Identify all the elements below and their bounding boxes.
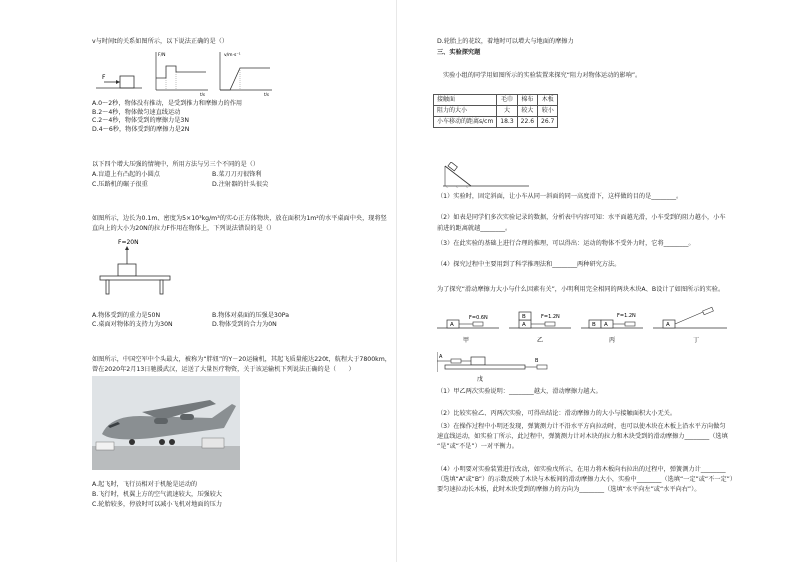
q5-sub4: （4）探究过程中主要用到了科学推理法和________两种研究方法。 xyxy=(437,261,621,268)
q4-option-a: A.起飞时，飞行员相对于机舱是运动的 xyxy=(92,481,198,488)
table-leg-right xyxy=(160,280,163,294)
q5-intro: 实验小组的同学用如图所示的实验装置来探究“阻力对物体运动的影响”。 xyxy=(443,72,642,79)
q3-line1: 如图所示，边长为0.1m、密度为5×10³kg/m³的实心正方体物块，放在面积为1m²的水平桌面中央，现将竖 xyxy=(92,215,387,222)
q3-option-b: B.物体对桌面的压强是30Pa xyxy=(212,312,290,319)
q4-line1: 如图所示，中国空军中个头最大，被称为“胖妞”的Y－20运输机，其起飞质量能达220t，航程大于7800km， xyxy=(92,356,391,363)
q6-sub3b: 速直线运动，如实验丁所示，此过程中，弹簧测力计对木块的拉力和木块受到的滑动摩擦力________（选填 xyxy=(437,433,728,440)
q5-sub3: （3）在此实验的基础上进行合理的推理，可以得出：运动的物体不受外力时，它将________。 xyxy=(437,240,695,247)
block xyxy=(120,76,134,88)
q2-stem: 以下四个增大压强的情境中，所用方法与另三个不同的是（） xyxy=(92,161,260,168)
svg-text:A: A xyxy=(439,354,443,360)
q2-option-c: C.压路机的碾子很重 xyxy=(92,181,148,188)
svg-text:t/s: t/s xyxy=(264,92,269,96)
svg-text:F=1.2N: F=1.2N xyxy=(617,313,636,319)
svg-text:戊: 戊 xyxy=(477,376,484,383)
q6-sub4b: （选填“A”或“B”）的示数反映了木块与木板间的滑动摩擦力大小，实验中________（选填“一定”或“不一定”） xyxy=(437,476,737,483)
force-time-graph xyxy=(156,52,208,96)
table-row: 阻力的大小 大 较大 较小 xyxy=(434,106,558,117)
q6-sub1: （1）甲乙两次实验说明：________越大，滑动摩擦力越大。 xyxy=(437,388,602,395)
q1-option-a: A.0～2秒，物体没有推动，是受到推力和摩擦力的作用 xyxy=(92,100,243,107)
svg-text:A: A xyxy=(450,322,454,328)
right-page xyxy=(397,0,794,562)
svg-text:B: B xyxy=(522,314,526,320)
table-row: 小车移动的距离s/cm 18.3 22.6 26.7 xyxy=(434,117,558,128)
table-row: 接触面 毛巾 棉布 木板 xyxy=(434,95,558,106)
q5-data-table xyxy=(433,94,558,128)
q3-figure xyxy=(96,236,186,296)
q6-sub2: （2）比较实验乙、丙两次实验，可得出结论：滑动摩擦力的大小与接触面积大小无关。 xyxy=(437,410,677,417)
q4-option-d: D.轮胎上的花纹，着地时可以增大与地面的摩擦力 xyxy=(437,38,574,45)
q4-option-c: C.轮胎较多，停放时可以减小飞机对地面的压力 xyxy=(92,501,223,508)
q2-option-d: D.注射器的针头很尖 xyxy=(212,181,269,188)
transport-plane-photo xyxy=(92,376,240,470)
q1-options xyxy=(92,100,242,134)
svg-text:F=1.2N: F=1.2N xyxy=(541,314,560,320)
velocity-time-graph xyxy=(220,52,272,96)
q1-option-d: D.4～6秒，物体受到的摩擦力是2N xyxy=(92,125,190,133)
table-leg-left xyxy=(106,280,109,294)
q5-sub2b: 前进的距离就越________。 xyxy=(437,225,512,232)
q2-option-b: B.菜刀刀刃很锋利 xyxy=(212,171,262,178)
svg-text:A: A xyxy=(522,322,526,328)
q4-options xyxy=(92,480,222,510)
svg-text:丁: 丁 xyxy=(693,337,700,344)
q5-sub1: （1）实验时，固定斜面，让小车从同一斜面的同一高度滑下，这样做的目的是________。 xyxy=(437,193,683,200)
svg-text:F/N: F/N xyxy=(158,53,166,58)
q6-sub3c: “是”或“不是”）一对平衡力。 xyxy=(437,443,518,450)
q3-line2: 直向上的大小为20N的拉力F作用在物体上，下列说法错误的是（） xyxy=(92,225,276,232)
q1-option-b: B.2～4秒，物体做匀速直线运动 xyxy=(92,108,181,116)
table-top xyxy=(100,276,170,280)
experiment-bing xyxy=(581,313,643,344)
q6-sub4c: 要匀速拉动长木板，此时木块受到的摩擦力的方向为________（选填“水平向左”或“水平向右”）。 xyxy=(437,486,701,493)
q3-option-c: C.桌面对物体的支持力为30N xyxy=(92,321,173,328)
q6-intro: 为了探究“滑动摩擦力大小与什么因素有关”，小明利用完全相同的两块木块A、B设计了如图所示的实验。 xyxy=(437,286,725,293)
section-title: 三、实验探究题 xyxy=(437,49,481,56)
q4-line2: 曾在2020年2月13日驰援武汉，运送了大量医疗物资，关于该运输机下列说法正确的是（ ） xyxy=(92,366,355,373)
q5-sub2a: （2）如表是同学们多次实验记录的数据，分析表中内容可知：水平面越光滑，小车受到的阻力越小，小车 xyxy=(437,214,726,221)
q1-figure xyxy=(96,50,276,96)
experiment-jia xyxy=(437,315,499,344)
svg-text:乙: 乙 xyxy=(537,337,544,344)
experiment-ding xyxy=(653,307,727,344)
q1-option-c: C.2～4秒，物体受到的摩擦力是3N xyxy=(92,117,189,125)
cube xyxy=(118,264,136,276)
svg-text:丙: 丙 xyxy=(609,337,616,344)
incline-figure xyxy=(441,162,531,188)
q3-option-a: A.物体受到的重力是50N xyxy=(92,312,161,319)
svg-text:甲: 甲 xyxy=(463,337,470,344)
q6-sub3a: （3）在操作过程中小明还发现，弹簧测力计不沿水平方向拉动时，也可以使木块在木板上沿水平方向做匀 xyxy=(437,423,726,430)
q6-figure-row xyxy=(437,306,757,346)
svg-text:F=0.6N: F=0.6N xyxy=(469,315,488,321)
q4-option-b: B.飞行时，机翼上方的空气流速较大，压强较大 xyxy=(92,491,222,498)
q1-stem: v与时间t的关系如图所示，以下说法正确的是（） xyxy=(92,38,229,45)
experiment-yi xyxy=(509,312,571,344)
svg-text:B: B xyxy=(535,358,539,364)
force-label: F=20N xyxy=(118,239,139,246)
svg-text:A: A xyxy=(604,322,608,328)
svg-text:t/s: t/s xyxy=(200,92,205,96)
svg-text:v/m·s⁻¹: v/m·s⁻¹ xyxy=(224,53,241,58)
svg-text:A: A xyxy=(666,322,670,328)
q6-sub4a: （4）小明要对实验装置进行改动，如实验戊所示，在用力将木板向右拉出的过程中，弹簧测力计________ xyxy=(437,466,726,473)
q2-option-a: A.盲道上有凸起的小圆点 xyxy=(92,171,160,178)
experiment-wu xyxy=(437,350,557,384)
svg-text:B: B xyxy=(592,322,596,328)
force-label: F xyxy=(102,74,106,81)
q3-option-d: D.物体受到的合力为0N xyxy=(212,321,277,328)
